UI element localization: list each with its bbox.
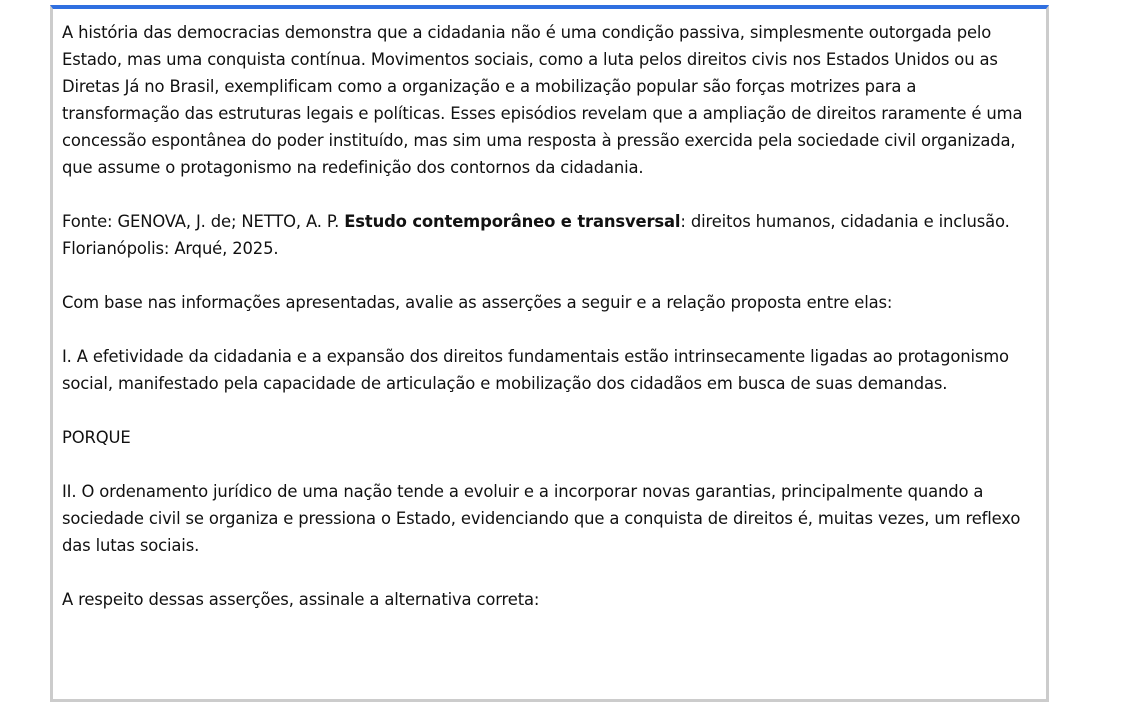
source-citation [62,208,1034,262]
instruction-text: Com base nas informações apresentadas, avalie as asserções a seguir e a relação proposta entre elas: [62,293,893,312]
intro-paragraph: A história das democracias demonstra que a cidadania não é uma condição passiva, simplesmente outorgada pelo Estado, mas uma conquista contínua. Movimentos sociais, como a luta pelos direitos civis nos Estados Unidos ou as Diretas Já no Brasil, exemplificam como a organização e a mobilização popular são forças motrizes para a transformação das estruturas legais e políticas. Esses episódios revelam que a ampliação de direitos raramente é uma concessão espontânea do poder instituído, mas sim uma resposta à pressão exercida pela sociedade civil organizada, que assume o protagonismo na redefinição dos contornos da cidadania. [62,23,1023,177]
source-prefix: Fonte: GENOVA, J. de; NETTO, A. P. [62,212,345,231]
source-suffix: : direitos humanos, cidadania e inclusão. Florianópolis: Arqué, 2025. [62,212,1010,258]
connector-porque: PORQUE [62,428,131,447]
question-body [53,9,1046,613]
assertion-2: II. O ordenamento jurídico de uma nação tende a evoluir e a incorporar novas garantias, principalmente quando a sociedade civil se organiza e pressiona o Estado, evidenciando que a conquista de direitos é, muitas vezes, um reflexo das lutas sociais. [62,482,1021,555]
assertion-1: I. A efetividade da cidadania e a expansão dos direitos fundamentais estão intrinsecamente ligadas ao protagonismo social, manifestado pela capacidade de articulação e mobilização dos cidadãos em busca de suas demandas. [62,347,1009,393]
question-prompt: A respeito dessas asserções, assinale a alternativa correta: [62,590,540,609]
question-card [50,5,1049,702]
source-title: Estudo contemporâneo e transversal [344,212,681,231]
